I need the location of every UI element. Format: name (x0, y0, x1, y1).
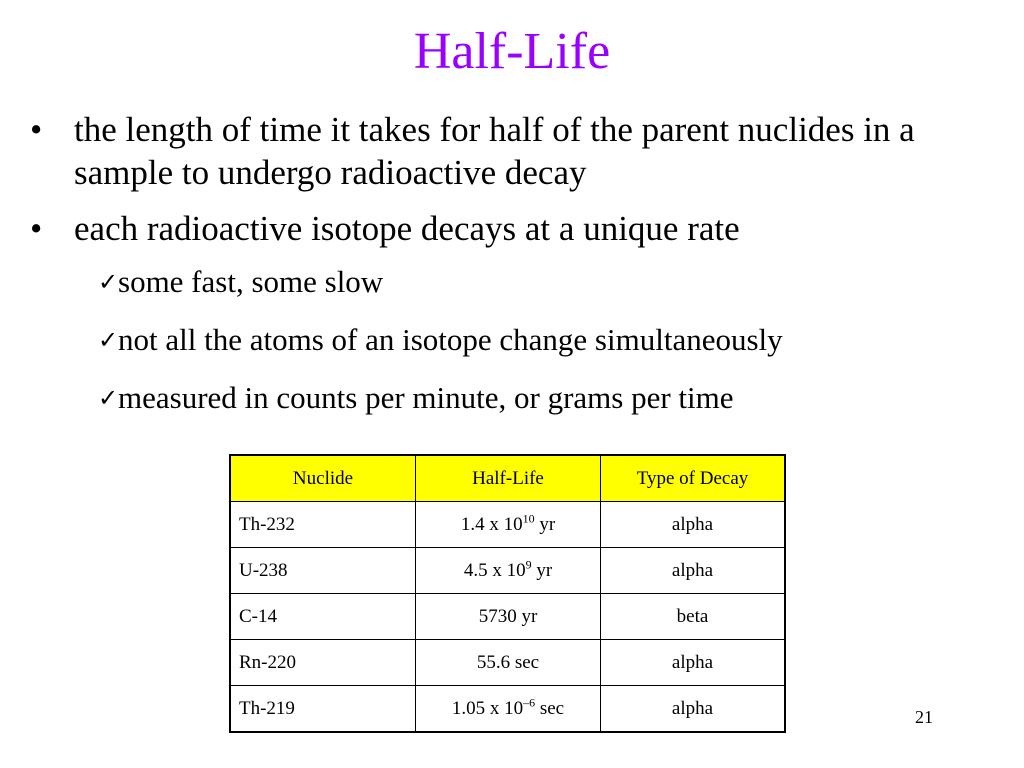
table-row (230, 502, 785, 548)
decay-type-cell: alpha (601, 640, 786, 686)
bullet-text: the length of time it takes for half of the parent nuclides in a sample to undergo radioactive decay (74, 110, 915, 192)
sub-bullet-item (30, 379, 1010, 417)
table-row (230, 640, 785, 686)
decay-type-cell: alpha (601, 686, 786, 733)
checkmark-icon: ✓ (98, 268, 119, 296)
sub-bullet-text: not all the atoms of an isotope change simultaneously (118, 322, 783, 357)
table-header-row (230, 455, 785, 502)
column-header-decay-type: Type of Decay (601, 455, 786, 502)
nuclide-cell: Th-232 (230, 502, 416, 548)
column-header-half-life: Half-Life (416, 455, 601, 502)
table-row (230, 594, 785, 640)
slide-title: Half-Life (413, 23, 611, 80)
bullet-list (30, 108, 1010, 437)
half-life-cell: 55.6 sec (416, 640, 601, 686)
column-header-nuclide: Nuclide (230, 455, 416, 502)
decay-type-cell: alpha (601, 548, 786, 594)
nuclide-cell: Rn-220 (230, 640, 416, 686)
page-number: 21 (915, 707, 933, 727)
half-life-cell: 1.05 x $10^{-6}$ sec (416, 686, 601, 733)
bullet-item (30, 108, 1010, 194)
decay-type-cell: alpha (601, 502, 786, 548)
sub-bullet-text: measured in counts per minute, or grams per time (118, 380, 734, 415)
bullet-dot-icon: • (30, 110, 43, 149)
checkmark-icon: ✓ (98, 326, 119, 354)
table-row (230, 548, 785, 594)
half-life-cell: 1.4 x $10^{10}$ yr (416, 502, 601, 548)
nuclide-cell: U-238 (230, 548, 416, 594)
checkmark-icon: ✓ (98, 384, 119, 412)
bullet-dot-icon: • (30, 209, 43, 248)
bullet-item (30, 207, 1010, 250)
half-life-table (229, 454, 786, 733)
nuclide-cell: Th-219 (230, 686, 416, 733)
half-life-cell: 4.5 x $10^9$ yr (416, 548, 601, 594)
table-row (230, 686, 785, 733)
decay-type-cell: beta (601, 594, 786, 640)
bullet-text: each radioactive isotope decays at a unique rate (74, 209, 740, 248)
sub-bullet-item (30, 321, 1010, 359)
sub-bullet-text: some fast, some slow (118, 264, 384, 299)
half-life-cell: 5730 yr (416, 594, 601, 640)
sub-bullet-item (30, 263, 1010, 301)
nuclide-cell: C-14 (230, 594, 416, 640)
